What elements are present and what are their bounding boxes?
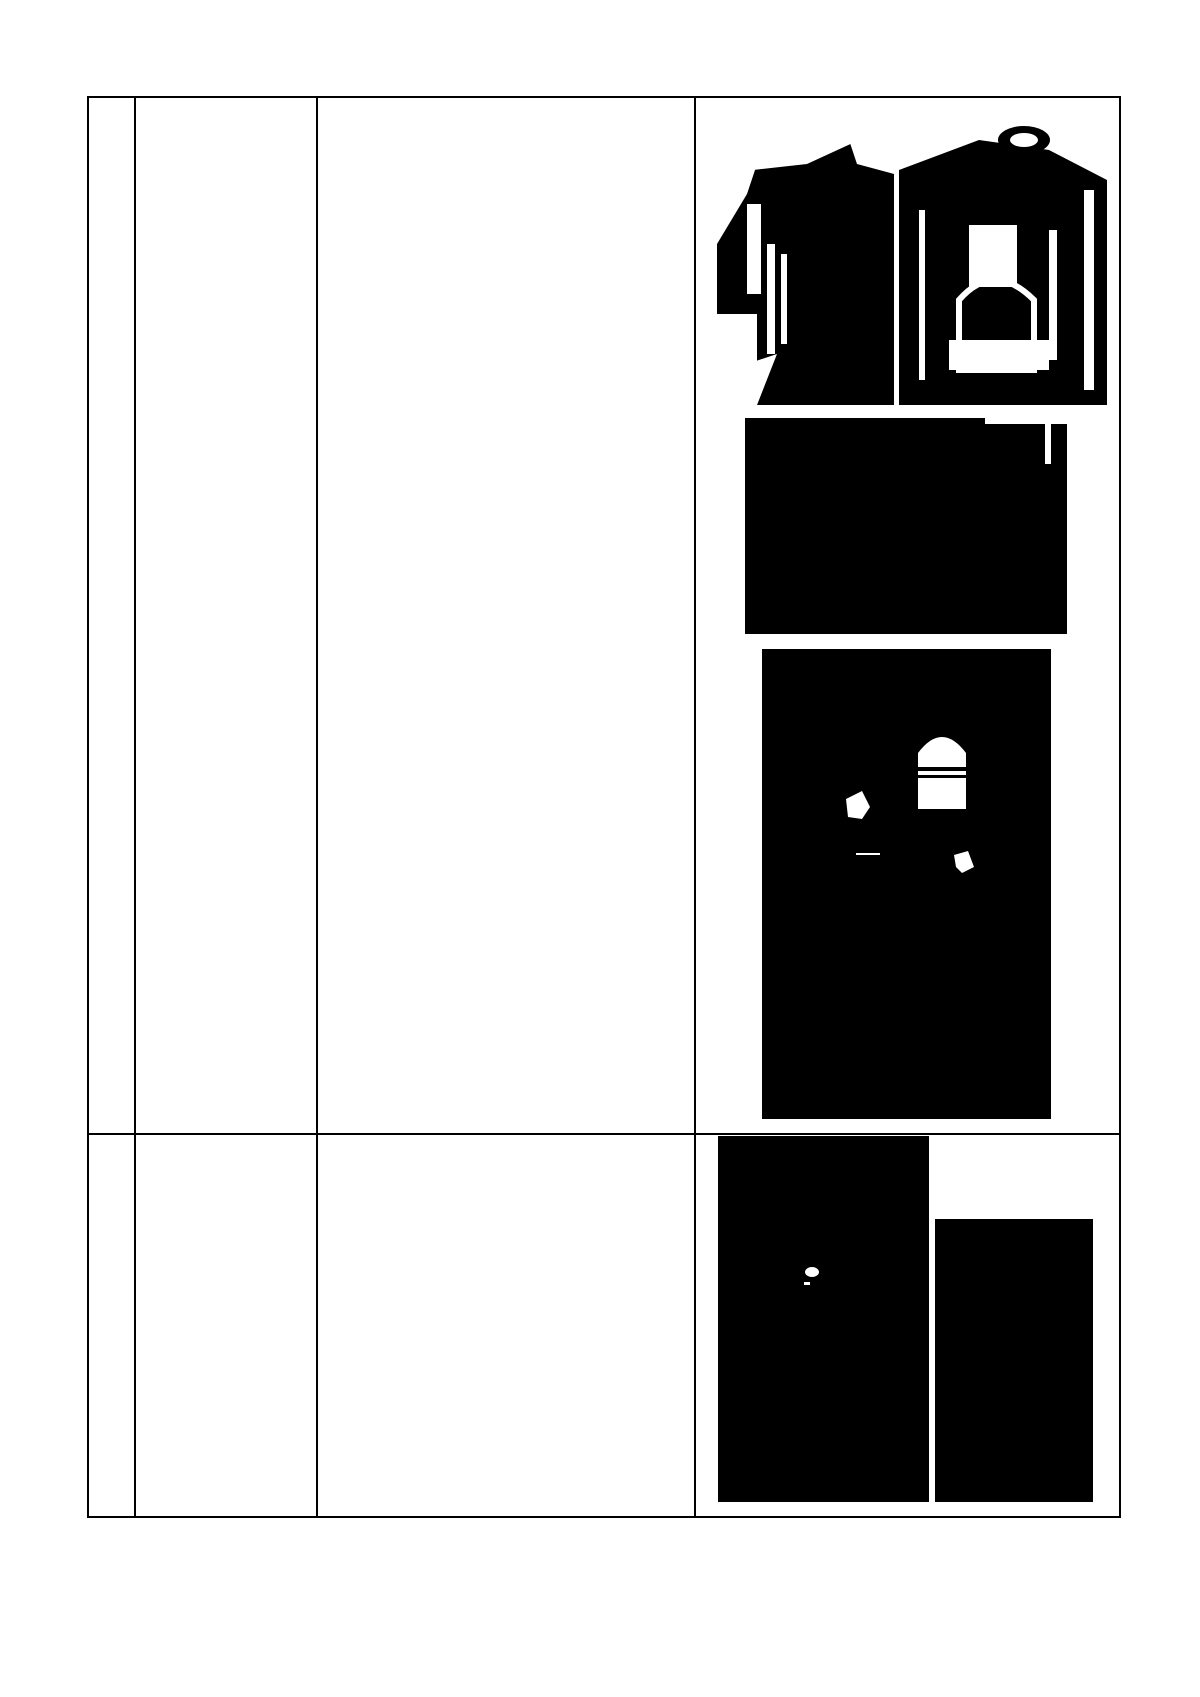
column-divider-2 bbox=[316, 96, 318, 1518]
photo-conch-niche bbox=[745, 418, 1067, 634]
row-2-text bbox=[328, 1138, 684, 1184]
photo-vestibule-door bbox=[718, 1136, 929, 1502]
photo-ceiling-rosette bbox=[899, 100, 1107, 405]
table-border-left bbox=[87, 96, 89, 1518]
table-border-bottom bbox=[87, 1516, 1121, 1518]
photo-stair-vault bbox=[717, 104, 894, 405]
row-divider bbox=[87, 1133, 1121, 1135]
row-1-text bbox=[328, 100, 684, 123]
photo-window-wall bbox=[762, 649, 1051, 1119]
column-divider-3 bbox=[694, 96, 696, 1518]
table-border-right bbox=[1119, 96, 1121, 1518]
photo-niche bbox=[935, 1219, 1093, 1502]
table-border-top bbox=[87, 96, 1121, 98]
column-divider-1 bbox=[134, 96, 136, 1518]
